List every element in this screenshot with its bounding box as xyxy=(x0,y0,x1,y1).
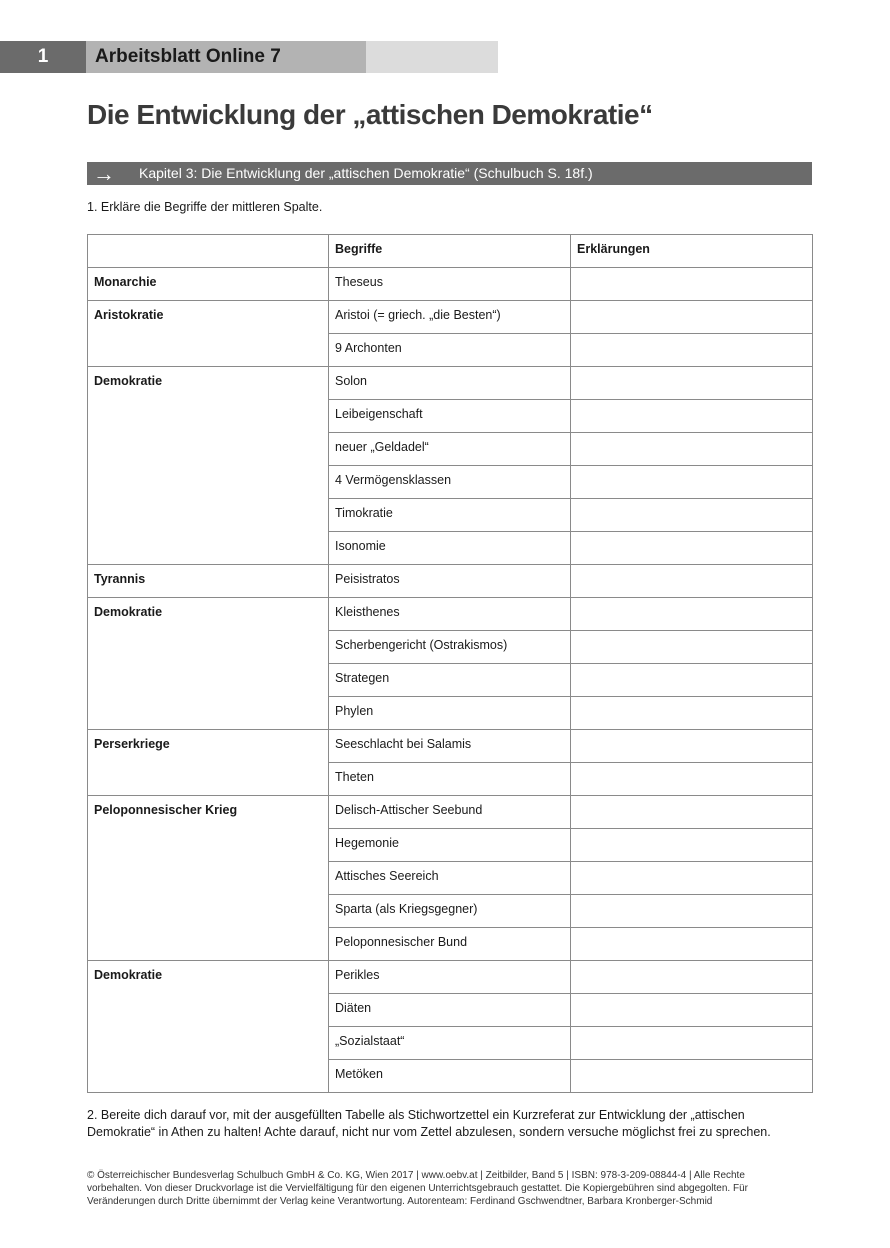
explanation-cell[interactable] xyxy=(571,961,813,994)
explanation-cell[interactable] xyxy=(571,829,813,862)
chapter-reference: Kapitel 3: Die Entwicklung der „attischen Demokratie“ (Schulbuch S. 18f.) xyxy=(139,165,593,181)
term-cell: Timokratie xyxy=(329,499,571,532)
explanation-cell[interactable] xyxy=(571,664,813,697)
explanation-cell[interactable] xyxy=(571,730,813,763)
arrow-right-icon: → xyxy=(93,161,115,186)
term-cell: Delisch-Attischer Seebund xyxy=(329,796,571,829)
explanation-cell[interactable] xyxy=(571,928,813,961)
term-cell: Peloponnesischer Bund xyxy=(329,928,571,961)
epoch-cell: Demokratie xyxy=(88,598,329,730)
table-row xyxy=(88,301,813,334)
explanation-cell[interactable] xyxy=(571,268,813,301)
epoch-cell: Monarchie xyxy=(88,268,329,301)
term-cell: Hegemonie xyxy=(329,829,571,862)
term-cell: Peisistratos xyxy=(329,565,571,598)
table-row xyxy=(88,598,813,631)
table-row xyxy=(88,730,813,763)
explanation-cell[interactable] xyxy=(571,1027,813,1060)
explanation-cell[interactable] xyxy=(571,466,813,499)
term-cell: Kleisthenes xyxy=(329,598,571,631)
term-cell: Seeschlacht bei Salamis xyxy=(329,730,571,763)
page-title: Die Entwicklung der „attischen Demokratie“ xyxy=(87,99,653,130)
explanation-cell[interactable] xyxy=(571,367,813,400)
term-cell: neuer „Geldadel“ xyxy=(329,433,571,466)
header-explanations: Erklärungen xyxy=(571,235,813,268)
explanation-cell[interactable] xyxy=(571,697,813,730)
term-cell: Scherbengericht (Ostrakismos) xyxy=(329,631,571,664)
explanation-cell[interactable] xyxy=(571,598,813,631)
term-cell: Sparta (als Kriegsgegner) xyxy=(329,895,571,928)
terms-table xyxy=(87,234,813,1093)
header-category xyxy=(88,235,329,268)
term-cell: „Sozialstaat“ xyxy=(329,1027,571,1060)
explanation-cell[interactable] xyxy=(571,433,813,466)
explanation-cell[interactable] xyxy=(571,763,813,796)
explanation-cell[interactable] xyxy=(571,631,813,664)
epoch-cell: Perserkriege xyxy=(88,730,329,796)
copyright-footer: © Österreichischer Bundesverlag Schulbuch GmbH & Co. KG, Wien 2017 | www.oebv.at | Zeitbilder, Band 5 | ISBN: 978-3-209-08844-4 | Alle Rechte vorbehalten. Von dieser Druckvorlage ist die Vervielfältigung für den eigenen Unterrichtsgebrauch gestattet. Die Kopiergebühren sind abgegolten. Für Veränderungen durch Dritte übernimmt der Verlag keine Verantwortung. Autorenteam: Ferdinand Gschwendtner, Barbara Kronberger-Schmid xyxy=(87,1170,748,1207)
table-row xyxy=(88,268,813,301)
explanation-cell[interactable] xyxy=(571,400,813,433)
table-row xyxy=(88,961,813,994)
term-cell: Theten xyxy=(329,763,571,796)
explanation-cell[interactable] xyxy=(571,499,813,532)
table-row xyxy=(88,796,813,829)
term-cell: Aristoi (= griech. „die Besten“) xyxy=(329,301,571,334)
task-1-instruction: 1. Erkläre die Begriffe der mittleren Spalte. xyxy=(87,200,323,214)
term-cell: Isonomie xyxy=(329,532,571,565)
term-cell: Strategen xyxy=(329,664,571,697)
epoch-cell: Demokratie xyxy=(88,961,329,1093)
term-cell: Perikles xyxy=(329,961,571,994)
explanation-cell[interactable] xyxy=(571,301,813,334)
worksheet-header xyxy=(0,41,498,73)
explanation-cell[interactable] xyxy=(571,532,813,565)
worksheet-title: Arbeitsblatt Online 7 xyxy=(86,41,366,73)
table-row xyxy=(88,565,813,598)
epoch-cell: Tyrannis xyxy=(88,565,329,598)
term-cell: Metöken xyxy=(329,1060,571,1093)
task-2-instruction: 2. Bereite dich darauf vor, mit der ausgefüllten Tabelle als Stichwortzettel ein Kurzreferat zur Entwicklung der „attischen Demokratie“ in Athen zu halten! Achte darauf, nicht nur vom Zettel abzulesen, sondern versuche möglichst frei zu sprechen. xyxy=(87,1108,771,1139)
table-body xyxy=(88,268,813,1093)
term-cell: Phylen xyxy=(329,697,571,730)
explanation-cell[interactable] xyxy=(571,565,813,598)
term-cell: Attisches Seereich xyxy=(329,862,571,895)
epoch-cell: Peloponnesischer Krieg xyxy=(88,796,329,961)
explanation-cell[interactable] xyxy=(571,334,813,367)
epoch-cell: Demokratie xyxy=(88,367,329,565)
explanation-cell[interactable] xyxy=(571,796,813,829)
table-row xyxy=(88,367,813,400)
header-terms: Begriffe xyxy=(329,235,571,268)
table-header-row xyxy=(88,235,813,268)
term-cell: Diäten xyxy=(329,994,571,1027)
term-cell: Theseus xyxy=(329,268,571,301)
term-cell: Leibeigenschaft xyxy=(329,400,571,433)
epoch-cell: Aristokratie xyxy=(88,301,329,367)
term-cell: 9 Archonten xyxy=(329,334,571,367)
term-cell: Solon xyxy=(329,367,571,400)
explanation-cell[interactable] xyxy=(571,895,813,928)
explanation-cell[interactable] xyxy=(571,1060,813,1093)
chapter-bar xyxy=(87,162,812,185)
worksheet-number: 1 xyxy=(0,41,86,73)
explanation-cell[interactable] xyxy=(571,994,813,1027)
header-decoration xyxy=(366,41,498,73)
explanation-cell[interactable] xyxy=(571,862,813,895)
term-cell: 4 Vermögensklassen xyxy=(329,466,571,499)
